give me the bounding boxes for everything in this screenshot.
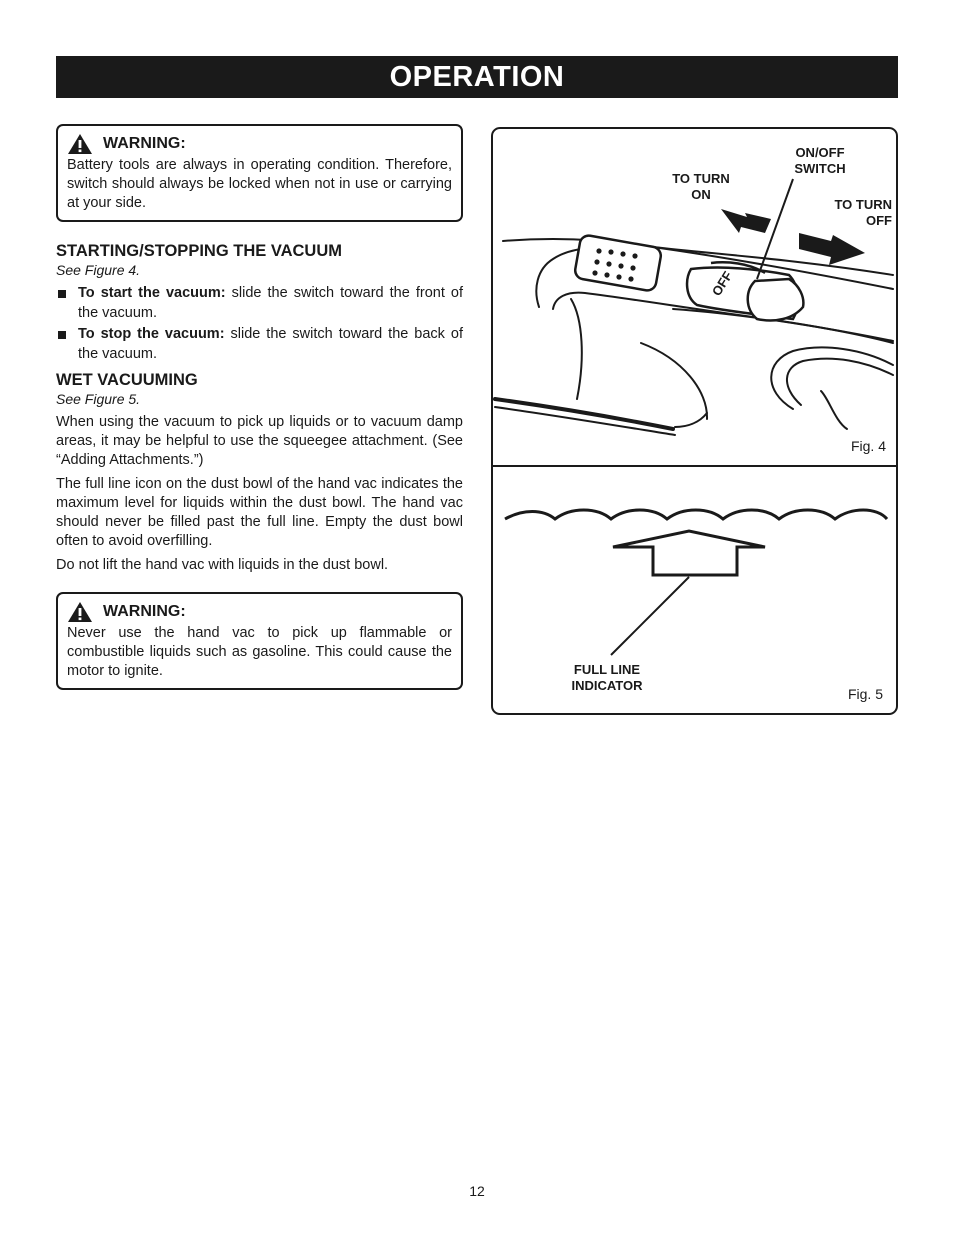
callout-to-turn-off: TO TURN OFF bbox=[834, 197, 892, 228]
warning-triangle-icon bbox=[67, 601, 93, 623]
paragraph: Do not lift the hand vac with liquids in the dust bowl. bbox=[56, 557, 389, 573]
warning-text: Never use the hand vac to pick up flammable or combustible liquids such as gasoline. This could cause the motor to ignite. bbox=[67, 625, 452, 679]
figure-panel bbox=[491, 127, 898, 715]
full-line-illustration bbox=[493, 467, 895, 715]
figure-label: Fig. 4 bbox=[850, 438, 886, 454]
warning-box bbox=[56, 124, 463, 222]
paragraph: When using the vacuum to pick up liquids or to vacuum damp areas, it may be helpful to use the squeegee attachment. (See “Adding Attachments.”) bbox=[56, 414, 463, 468]
switch-off-text: OFF bbox=[708, 268, 736, 299]
warning-title: WARNING: bbox=[103, 603, 186, 620]
list-item bbox=[56, 284, 463, 323]
callout-on-off-switch: ON/OFF SWITCH bbox=[794, 145, 846, 176]
warning-triangle-icon bbox=[67, 133, 93, 155]
bullet-bold: To start the vacuum: bbox=[78, 285, 226, 301]
callout-full-line-indicator: FULL LINE INDICATOR bbox=[571, 662, 643, 693]
bullet-text: slide the switch toward the front of the vacuum. bbox=[78, 285, 464, 321]
bullet-square-icon bbox=[58, 331, 66, 339]
figure-label: Fig. 5 bbox=[847, 686, 883, 702]
figure-reference: See Figure 4. bbox=[56, 262, 141, 278]
warning-box bbox=[56, 592, 463, 690]
section-heading: STARTING/STOPPING THE VACUUM bbox=[56, 242, 343, 260]
arrow-on-icon bbox=[721, 209, 771, 233]
left-column bbox=[56, 124, 463, 690]
bullet-square-icon bbox=[58, 290, 66, 298]
page-number: 12 bbox=[469, 1183, 485, 1199]
figure-reference: See Figure 5. bbox=[56, 391, 141, 407]
bullet-bold: To stop the vacuum: bbox=[78, 326, 225, 342]
full-line-arrow-icon bbox=[613, 531, 765, 575]
arrow-off-icon bbox=[799, 233, 865, 265]
section-heading: WET VACUUMING bbox=[56, 371, 198, 389]
list-item bbox=[56, 325, 463, 364]
warning-title: WARNING: bbox=[103, 135, 186, 152]
warning-text: Battery tools are always in operating condition. Therefore, switch should always be locked when not in use or carrying at your side. bbox=[67, 157, 452, 211]
section-title: OPERATION bbox=[56, 56, 898, 98]
paragraph: The full line icon on the dust bowl of the hand vac indicates the maximum level for liquids within the dust bowl. The hand vac should never be filled past the full line. Empty the dust bowl often to avoid overfilling. bbox=[56, 476, 463, 549]
bullet-text: slide the switch toward the back of the vacuum. bbox=[78, 326, 463, 362]
callout-to-turn-on: TO TURN ON bbox=[672, 171, 730, 202]
